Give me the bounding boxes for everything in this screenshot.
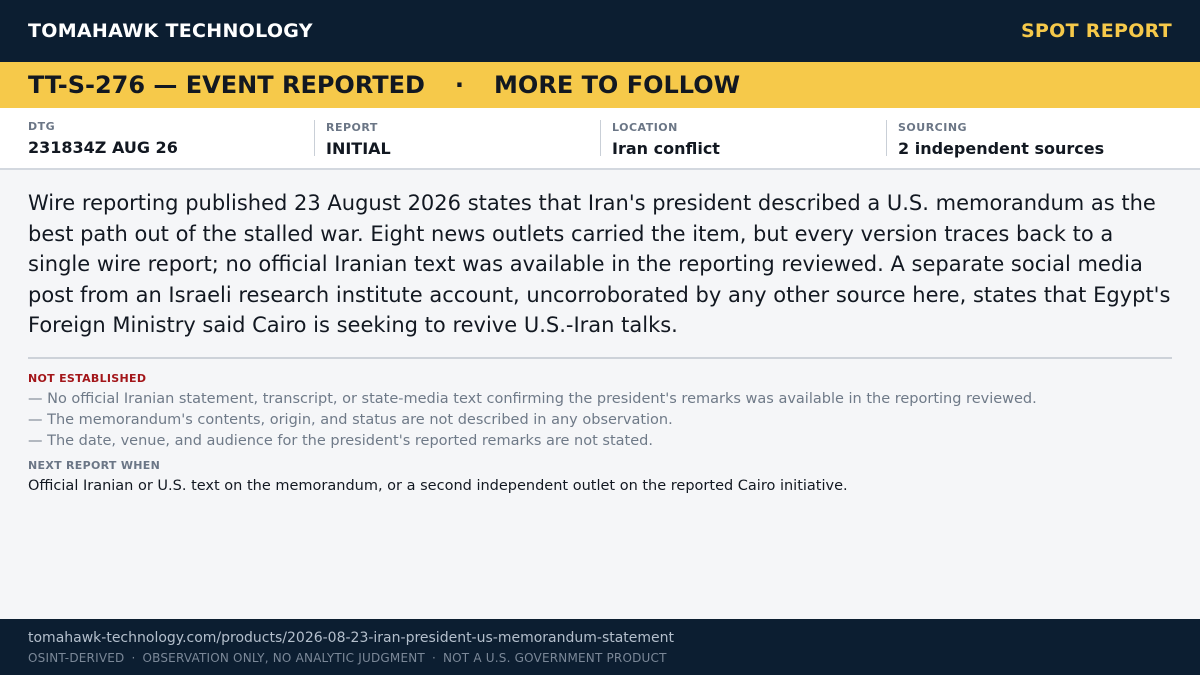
meta-value: 231834Z AUG 26: [28, 138, 178, 157]
footer-url[interactable]: tomahawk-technology.com/products/2026-08-23-iran-president-us-memorandum-statement: [28, 630, 675, 646]
next-report-text: Official Iranian or U.S. text on the memorandum, or a second independent outlet on the reported Cairo initiative.: [28, 478, 848, 494]
meta-strip: [0, 108, 1200, 170]
brand-name: TOMAHAWK TECHNOLOGY: [28, 20, 313, 42]
footer-dot: ·: [431, 651, 436, 665]
meta-label: LOCATION: [612, 121, 678, 134]
list-item: — The memorandum's contents, origin, and status are not described in any observation.: [28, 412, 673, 428]
footer-tag: NOT A U.S. GOVERNMENT PRODUCT: [442, 651, 667, 665]
follow-status: MORE TO FOLLOW: [494, 71, 741, 99]
top-bar: [0, 0, 1200, 62]
report-body: Wire reporting published 23 August 2026 states that Iran's president described a U.S. memorandum as the best path out of the stalled war. Eight news outlets carried the item, but every version traces back to a single wire report; no official Iranian text was available in the reporting reviewed. A separate social media post from an Israeli research institute account, uncorroborated by any other source here, states that Egypt's Foreign Ministry said Cairo is seeking to revive U.S.-Iran talks.: [28, 191, 1171, 337]
not-established-label: NOT ESTABLISHED: [28, 372, 147, 385]
meta-report: [314, 120, 600, 156]
next-report-label: NEXT REPORT WHEN: [28, 459, 161, 472]
meta-location: [600, 120, 886, 156]
footer-tag: OBSERVATION ONLY, NO ANALYTIC JUDGMENT: [142, 651, 425, 665]
report-type: SPOT REPORT: [1020, 20, 1172, 42]
meta-label: REPORT: [326, 121, 378, 134]
footer-tag: OSINT-DERIVED: [28, 651, 125, 665]
meta-dtg: [28, 108, 314, 168]
section-divider: [28, 357, 1172, 359]
report-id-status: TT-S-276 — EVENT REPORTED: [28, 71, 425, 99]
not-established-list: [28, 389, 1178, 452]
meta-label: DTG: [28, 120, 56, 133]
list-item: — The date, venue, and audience for the president's reported remarks are not stated.: [28, 433, 653, 449]
status-banner: [0, 62, 1200, 108]
meta-value: 2 independent sources: [898, 139, 1105, 158]
meta-label: SOURCING: [898, 121, 968, 134]
meta-value: INITIAL: [326, 139, 391, 158]
footer-dot: ·: [131, 651, 136, 665]
list-item: — No official Iranian statement, transcript, or state-media text confirming the president's remarks was available in the reporting reviewed.: [28, 391, 1037, 407]
footer: [0, 619, 1200, 675]
meta-sourcing: [886, 120, 1172, 156]
banner-separator: ·: [454, 71, 465, 99]
footer-tags: [28, 651, 1172, 665]
meta-value: Iran conflict: [612, 139, 720, 158]
